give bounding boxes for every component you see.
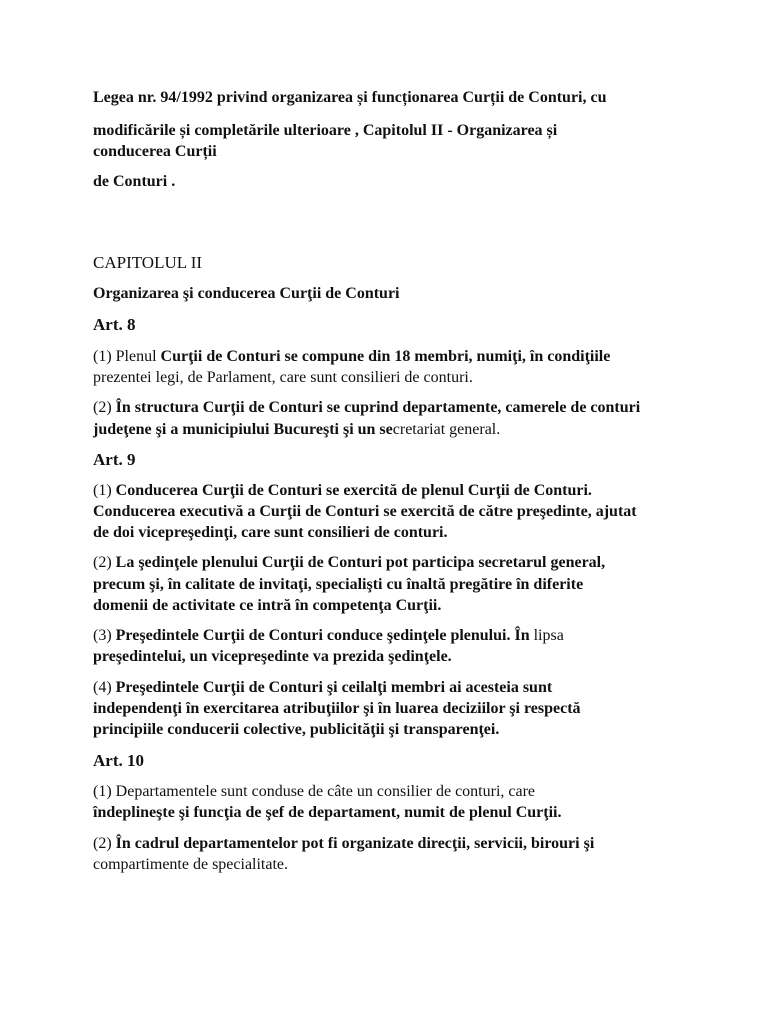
art9-para2-text: La şedinţele plenului Curţii de Conturi pot participa secretarul general, <box>115 554 606 571</box>
art8-para2-text-3: cretariat general. <box>392 421 501 438</box>
art10-para2-text: În cadrul departamentelor pot fi organizate direcţii, servicii, birouri şi <box>115 835 595 852</box>
document-title-line-2: modificările și completările ulterioare , Capitolul II - Organizarea și <box>93 122 558 139</box>
art8-para2-line1 <box>93 398 640 418</box>
art10-para2-line1 <box>93 834 594 854</box>
art8-para2-line2 <box>93 420 500 440</box>
art9-para2-line3: domenii de activitate ce intră în competenţa Curţii. <box>93 597 442 614</box>
art9-para1-line2: Conducerea executivă a Curţii de Conturi se exercită de către preşedinte, ajutat <box>93 503 637 520</box>
art10-para2-prefix: (2) <box>93 835 116 852</box>
art9-para3-line1 <box>93 626 564 646</box>
document-title-line-4: de Conturi . <box>93 173 176 190</box>
art9-para4-prefix: (4) <box>93 679 116 696</box>
art9-para1-text: Conducerea Curţii de Conturi se exercită de plenul Curţii de Conturi. <box>115 482 592 499</box>
article-10-title: Art. 10 <box>93 751 144 770</box>
art9-para4-line3: principiile conducerii colective, publicităţii şi transparenţei. <box>93 721 500 738</box>
art9-para2-line1 <box>93 553 605 573</box>
article-8-title: Art. 8 <box>93 315 136 334</box>
art8-para2-prefix: (2) <box>93 399 116 416</box>
document-title-line-1: Legea nr. 94/1992 privind organizarea și funcționarea Curții de Conturi, cu <box>93 89 607 106</box>
article-9-title: Art. 9 <box>93 450 136 469</box>
art9-para3-line2: preşedintelui, un vicepreşedinte va prezida şedinţele. <box>93 648 452 665</box>
art9-para1-prefix: (1) <box>93 482 116 499</box>
art9-para4-line1 <box>93 678 552 698</box>
art9-para2-line2: precum şi, în calitate de invitaţi, specialişti cu înaltă pregătire în diferite <box>93 576 584 593</box>
art10-para2-line2: compartimente de specialitate. <box>93 856 289 873</box>
art10-para1-line1: (1) Departamentele sunt conduse de câte un consilier de conturi, care <box>93 783 536 800</box>
art10-para1-line2: îndeplineşte şi funcţia de şef de departament, numit de plenul Curţii. <box>93 804 562 821</box>
art9-para3-text-2: lipsa <box>533 627 564 644</box>
art8-para1-line2: prezentei legi, de Parlament, care sunt consilieri de conturi. <box>93 369 473 386</box>
art8-para1-line1 <box>93 347 610 367</box>
art9-para3-text: Preşedintele Curţii de Conturi conduce şedinţele plenului. În <box>115 627 534 644</box>
art8-para1-text: Curţii de Conturi se compune din 18 membri, numiţi, în condiţiile <box>160 348 611 365</box>
art8-para1-prefix: (1) Plenul <box>93 348 161 365</box>
art8-para2-text-2: judeţene şi a municipiului Bucureşti şi un se <box>93 421 393 438</box>
chapter-subtitle: Organizarea şi conducerea Curţii de Conturi <box>93 285 400 302</box>
art9-para4-line2: independenţi în exercitarea atribuţiilor şi în luarea deciziilor şi respectă <box>93 700 581 717</box>
art9-para1-line1 <box>93 481 592 501</box>
document-title-line-3: conducerea Curții <box>93 143 217 160</box>
art9-para4-text: Preşedintele Curţii de Conturi şi ceilalţi membri ai acesteia sunt <box>115 679 553 696</box>
art9-para3-prefix: (3) <box>93 627 116 644</box>
chapter-title: CAPITOLUL II <box>93 253 203 272</box>
art9-para2-prefix: (2) <box>93 554 116 571</box>
art9-para1-line3: de doi vicepreşedinţi, care sunt consilieri de conturi. <box>93 524 448 541</box>
art8-para2-text: În structura Curţii de Conturi se cuprind departamente, camerele de conturi <box>115 399 641 416</box>
